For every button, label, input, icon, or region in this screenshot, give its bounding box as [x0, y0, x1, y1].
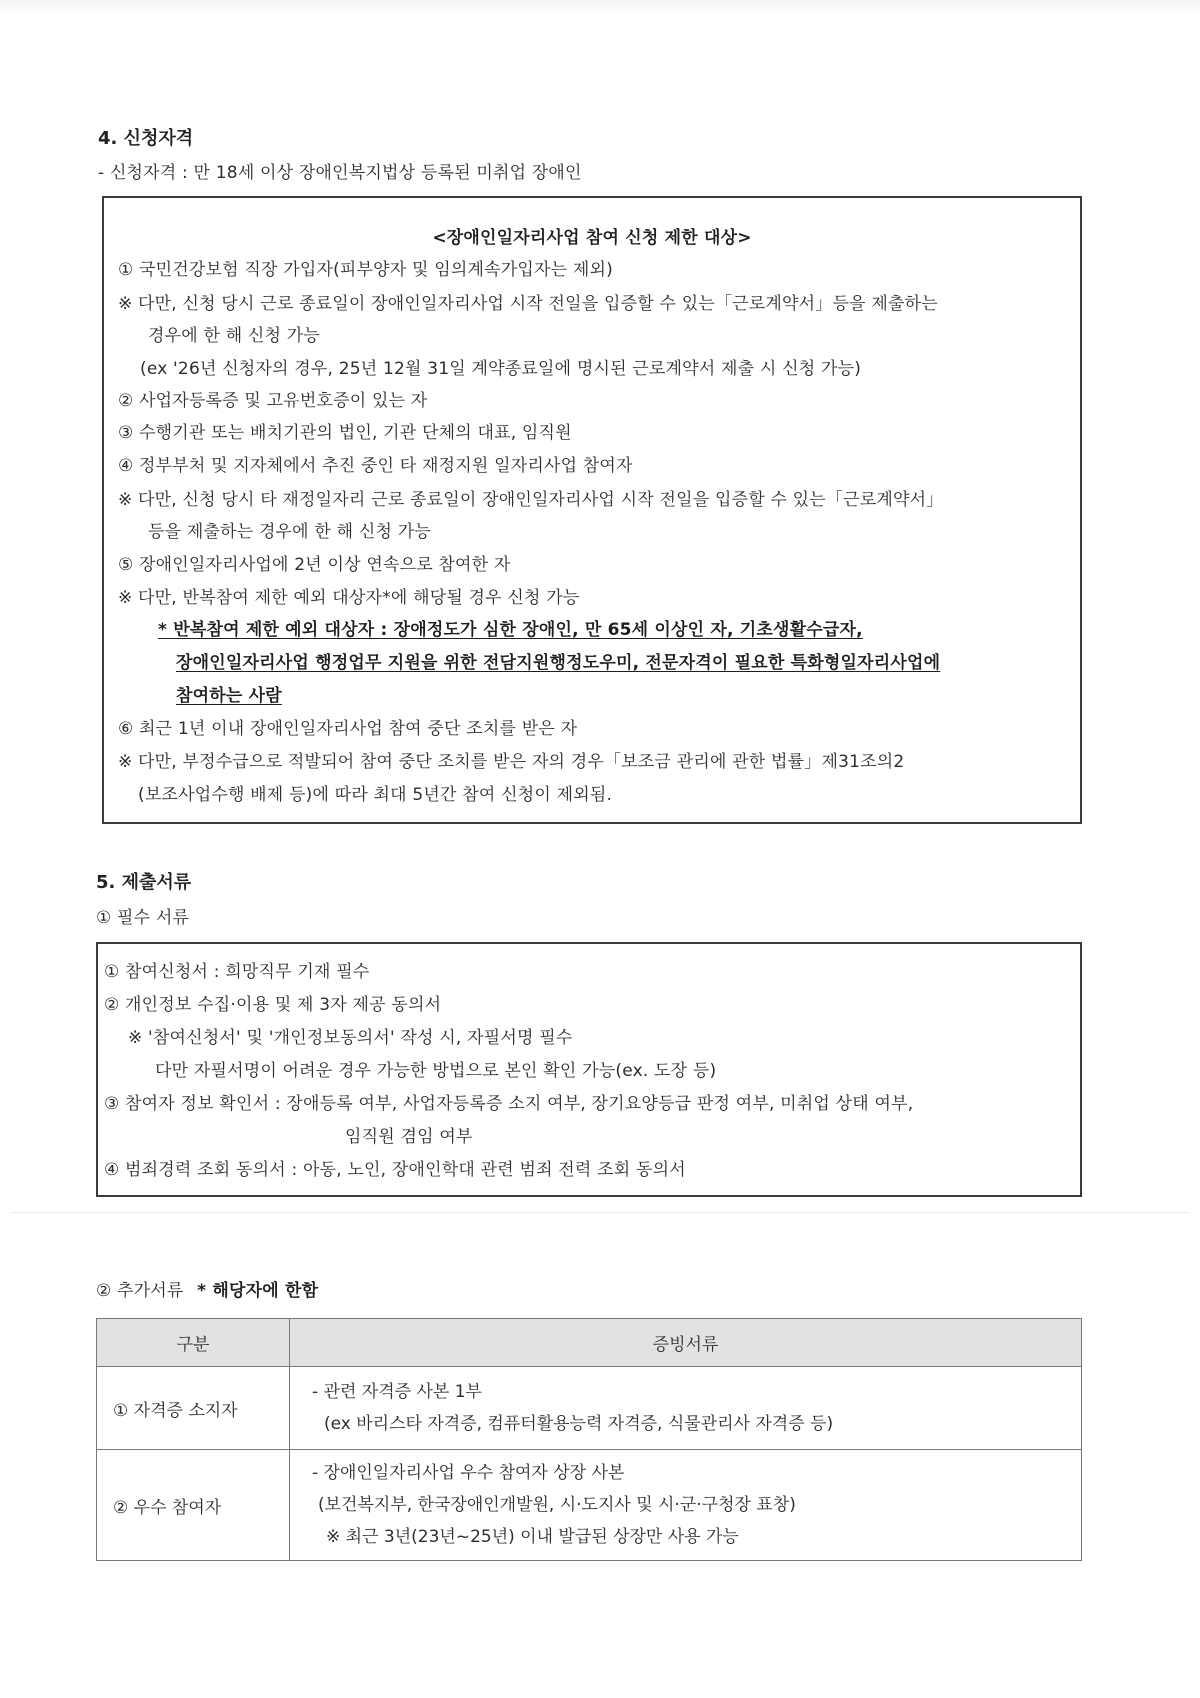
table-header-row — [97, 1319, 1082, 1367]
restriction-box-title: <장애인일자리사업 참여 신청 제한 대상> — [432, 228, 752, 248]
table-cell-details — [290, 1367, 1082, 1450]
restriction-note: ※ 다만, 부정수급으로 적발되어 참여 중단 조치를 받은 자의 경우「보조금 관리에 관한 법률」제31조의2 — [118, 752, 905, 772]
required-doc-line: ① 참여신청서 : 희망직무 기재 필수 — [104, 962, 370, 982]
additional-docs-note: * 해당자에 한함 — [197, 1281, 319, 1301]
restriction-note: ※ 다만, 신청 당시 타 재정일자리 근로 종료일이 장애인일자리사업 시작 전일을 입증할 수 있는「근로계약서」 — [118, 490, 944, 510]
restriction-note: 등을 제출하는 경우에 한 해 신청 가능 — [148, 522, 431, 542]
restriction-line: ⑥ 최근 1년 이내 장애인일자리사업 참여 중단 조치를 받은 자 — [118, 719, 578, 739]
restriction-line: ⑤ 장애인일자리사업에 2년 이상 연속으로 참여한 자 — [118, 555, 511, 575]
required-doc-note: 다만 자필서명이 어려운 경우 가능한 방법으로 본인 확인 가능(ex. 도장 등) — [155, 1061, 717, 1081]
detail-line: - 장애인일자리사업 우수 참여자 상장 사본 — [312, 1463, 625, 1483]
section-5-heading: 5. 제출서류 — [96, 872, 192, 893]
restriction-line: ④ 정부부처 및 지자체에서 추진 중인 타 재정지원 일자리사업 참여자 — [118, 456, 633, 476]
table-header-category: 구분 — [97, 1319, 290, 1367]
restriction-line: ② 사업자등록증 및 고유번호증이 있는 자 — [118, 391, 428, 411]
additional-docs-table — [96, 1318, 1082, 1561]
exception-line: 참여하는 사람 — [176, 686, 282, 706]
table-cell-details — [290, 1450, 1082, 1561]
detail-line: (ex 바리스타 자격증, 컴퓨터활용능력 자격증, 식물관리사 자격증 등) — [324, 1414, 834, 1434]
detail-line: ※ 최근 3년(23년~25년) 이내 발급된 상장만 사용 가능 — [326, 1527, 739, 1547]
scan-edge — [0, 0, 1200, 14]
required-doc-line: ④ 범죄경력 조회 동의서 : 아동, 노인, 장애인학대 관련 범죄 전력 조회 동의서 — [104, 1160, 686, 1180]
restriction-line: ① 국민건강보험 직장 가입자(피부양자 및 임의계속가입자는 제외) — [118, 260, 613, 280]
table-row — [97, 1367, 1082, 1450]
qualification-text: - 신청자격 : 만 18세 이상 장애인복지법상 등록된 미취업 장애인 — [98, 163, 582, 183]
exception-line: * 반복참여 제한 예외 대상자 : 장애정도가 심한 장애인, 만 65세 이상인 자, 기초생활수급자, — [158, 620, 863, 640]
required-doc-line: ③ 참여자 정보 확인서 : 장애등록 여부, 사업자등록증 소지 여부, 장기요양등급 판정 여부, 미취업 상태 여부, — [104, 1094, 914, 1114]
detail-line: - 관련 자격증 사본 1부 — [312, 1382, 482, 1402]
table-header-documents: 증빙서류 — [290, 1319, 1082, 1367]
restriction-note: ※ 다만, 신청 당시 근로 종료일이 장애인일자리사업 시작 전일을 입증할 수 있는「근로계약서」등을 제출하는 — [118, 294, 938, 314]
detail-line: (보건복지부, 한국장애인개발원, 시·도지사 및 시·군·구청장 표창) — [318, 1495, 796, 1515]
restriction-note: 경우에 한 해 신청 가능 — [148, 326, 321, 346]
table-cell-category: ② 우수 참여자 — [97, 1450, 290, 1561]
section-4-heading: 4. 신청자격 — [98, 128, 194, 149]
additional-docs-label: ② 추가서류 — [96, 1281, 184, 1301]
exception-line: 장애인일자리사업 행정업무 지원을 위한 전담지원행정도우미, 전문자격이 필요한 특화형일자리사업에 — [176, 653, 941, 673]
required-doc-line: ② 개인정보 수집·이용 및 제 3자 제공 동의서 — [104, 995, 442, 1015]
restriction-note: (보조사업수행 배제 등)에 따라 최대 5년간 참여 신청이 제외됨. — [138, 785, 613, 805]
table-cell-category: ① 자격증 소지자 — [97, 1367, 290, 1450]
required-docs-title: ① 필수 서류 — [96, 908, 190, 928]
additional-docs-title — [96, 1276, 318, 1301]
table-row — [97, 1450, 1082, 1561]
scan-seam — [10, 1212, 1190, 1213]
restriction-example: (ex '26년 신청자의 경우, 25년 12월 31일 계약종료일에 명시된 근로계약서 제출 시 신청 가능) — [140, 359, 862, 379]
required-doc-note: ※ '참여신청서' 및 '개인정보동의서' 작성 시, 자필서명 필수 — [128, 1028, 573, 1048]
restriction-line: ③ 수행기관 또는 배치기관의 법인, 기관 단체의 대표, 임직원 — [118, 423, 572, 443]
required-doc-line: 임직원 겸임 여부 — [345, 1127, 473, 1147]
restriction-note: ※ 다만, 반복참여 제한 예외 대상자*에 해당될 경우 신청 가능 — [118, 588, 580, 608]
